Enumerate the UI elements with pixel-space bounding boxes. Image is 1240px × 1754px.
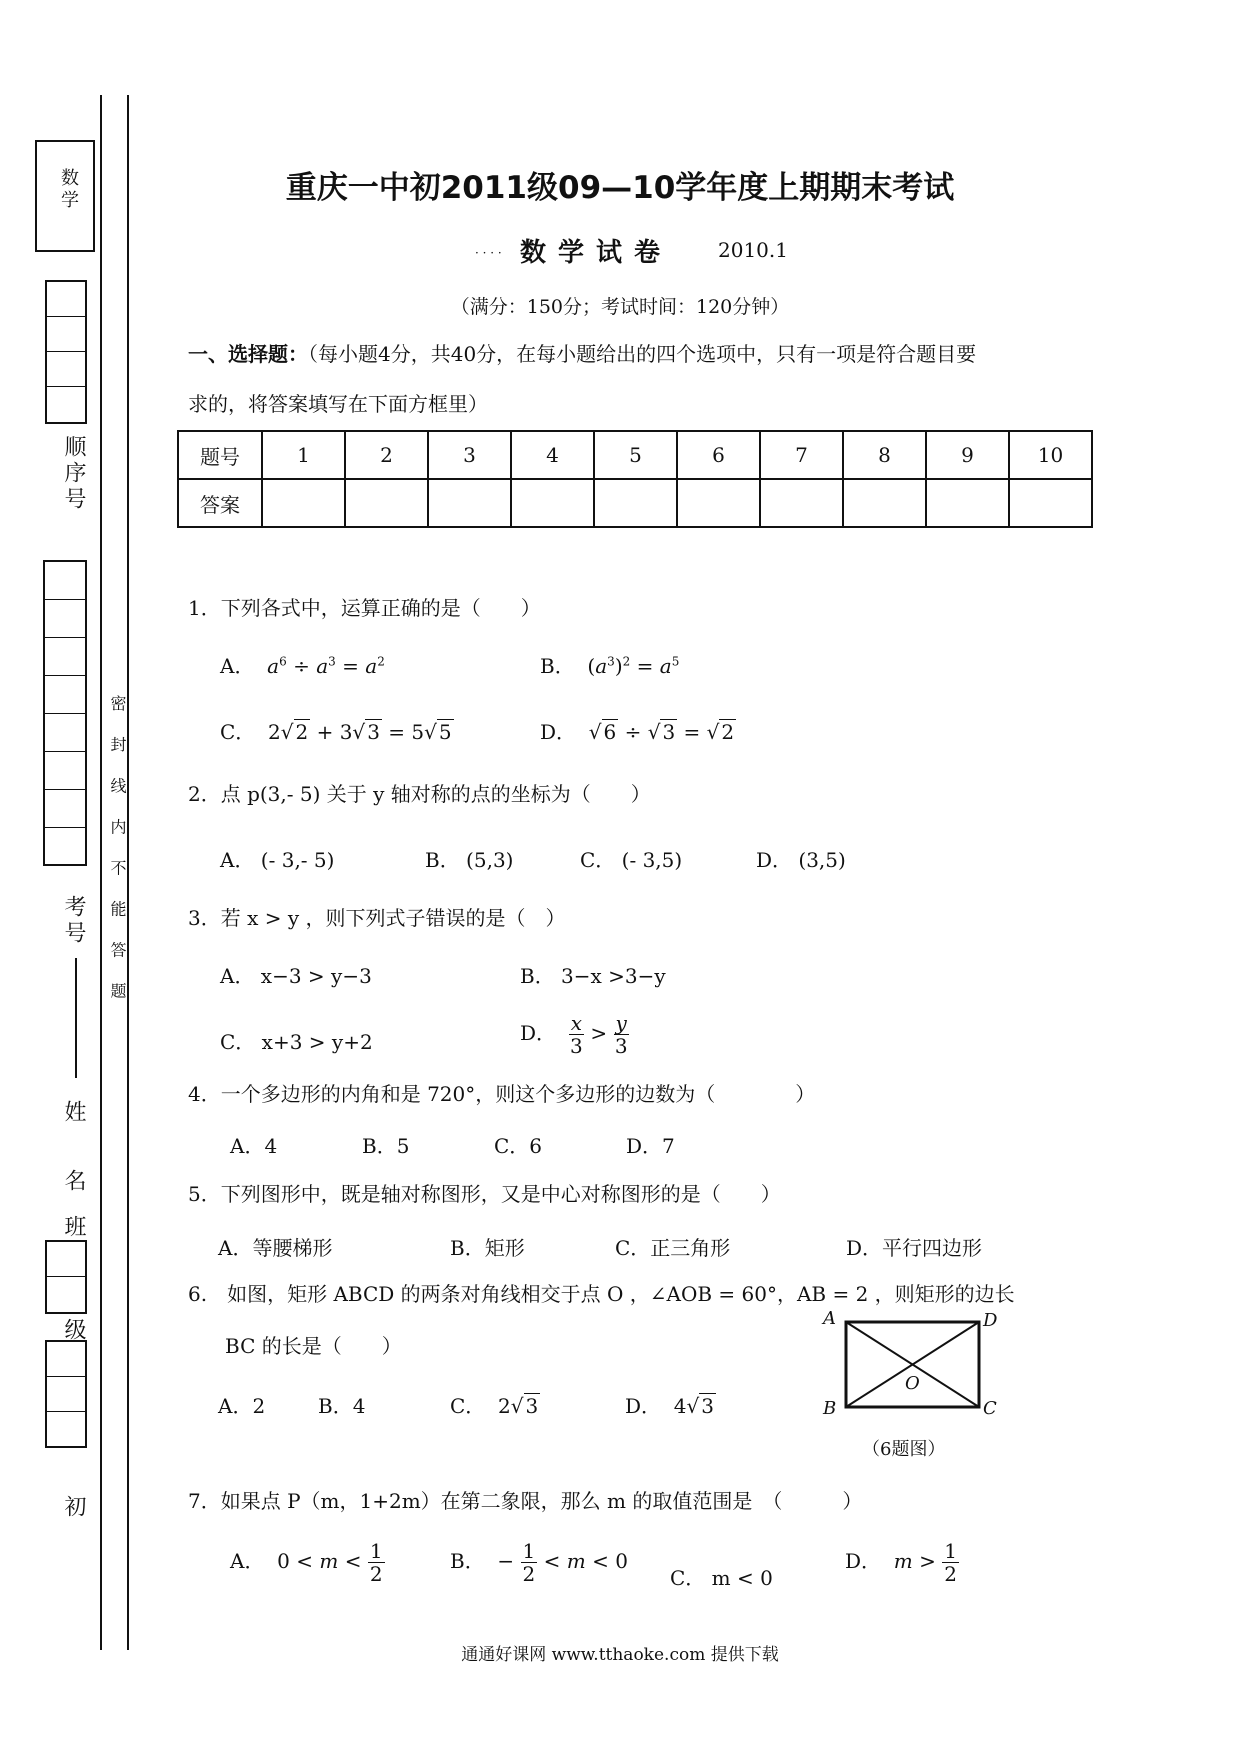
answer-cell[interactable] [1009, 479, 1092, 527]
answer-cell[interactable] [594, 479, 677, 527]
q7-option-b: B． − $\frac{1}{2}$ < m < 0 [450, 1539, 628, 1586]
q5-stem: 5．下列图形中，既是轴对称图形，又是中心对称图形的是（ ） [188, 1182, 781, 1206]
table-cell: 4 [511, 431, 594, 479]
table-header-cell: 答案 [178, 479, 262, 527]
section1-desc2: 求的，将答案填写在下面方框里） [188, 392, 488, 416]
q1-stem: 1．下列各式中，运算正确的是（ ） [188, 596, 541, 620]
figure-label-c: C [983, 1398, 997, 1419]
footer-credit: 通通好课网 www.tthaoke.com 提供下载 [461, 1645, 779, 1665]
q1-option-d: D． √ 6 ÷ √ 3 = √ 2 [540, 720, 735, 744]
answer-cell[interactable] [760, 479, 843, 527]
q5-option-d: D．平行四边形 [846, 1236, 983, 1260]
answer-cell[interactable] [511, 479, 594, 527]
table-cell: 6 [677, 431, 760, 479]
table-cell: 5 [594, 431, 677, 479]
page-title: 重庆一中初2011级09—10学年度上期期末考试 [285, 170, 955, 206]
name-underline[interactable] [75, 958, 77, 1078]
q2-option-d: D． (3,5) [756, 848, 846, 872]
q2-stem: 2．点 p(3,- 5) 关于 y 轴对称的点的坐标为（ ） [188, 782, 651, 806]
paper-date: 2010.1 [718, 238, 788, 262]
answer-cell[interactable] [262, 479, 345, 527]
q4-option-d: D．7 [626, 1134, 675, 1158]
figure-label-o: O [905, 1373, 920, 1394]
answer-cell[interactable] [843, 479, 926, 527]
q6-stem-line1: 6. 如图，矩形 ABCD 的两条对角线相交于点 O ，∠AOB = 60°，AB = 2 ，则矩形的边长 [188, 1282, 1015, 1306]
seal-line-text: 密 封 线 内 不 能 答 题 [108, 695, 127, 1009]
figure-label-d: D [983, 1310, 998, 1331]
grade-label: 级 [61, 1318, 86, 1344]
q3-option-b: B． 3−x >3−y [520, 964, 666, 988]
q1-option-a: A． $a^6 \div a^3 = a^2$ [220, 654, 385, 678]
grade-cells[interactable] [45, 1340, 87, 1448]
q2-option-b: B． (5,3) [425, 848, 514, 872]
exam-info: （满分：150分；考试时间：120分钟） [450, 296, 790, 318]
figure-label-a: A [823, 1308, 836, 1329]
q5-option-c: C．正三角形 [615, 1236, 731, 1260]
q3-option-c: C． x+3 > y+2 [220, 1030, 373, 1054]
q7-option-a: A． 0 < m < $\frac{1}{2}$ [230, 1539, 383, 1586]
q3-stem: 3．若 x > y ，则下列式子错误的是（ ） [188, 906, 566, 930]
figure-label-b: B [823, 1398, 837, 1419]
table-cell: 1 [262, 431, 345, 479]
q6-stem-line2: BC 的长是（ ） [225, 1334, 402, 1358]
table-cell: 8 [843, 431, 926, 479]
table-cell: 3 [428, 431, 511, 479]
q4-option-c: C．6 [494, 1134, 543, 1158]
q2-option-a: A． (- 3,- 5) [220, 848, 335, 872]
table-row [178, 479, 1092, 527]
q2-option-c: C． (- 3,5) [580, 848, 683, 872]
q6-option-d: D． 4√ 3 [625, 1394, 714, 1418]
q6-option-a: A．2 [218, 1394, 266, 1418]
q4-option-b: B．5 [362, 1134, 410, 1158]
q6-option-b: B．4 [318, 1394, 366, 1418]
table-row [178, 431, 1092, 479]
q1-option-c: C． 2√ 2 + 3√ 3 = 5√ 5 [220, 720, 452, 744]
margin-line-outer [100, 95, 102, 1650]
q7-stem: 7．如果点 P（m，1+2m）在第二象限，那么 m 的取值范围是 （ ） [188, 1489, 863, 1513]
q5-option-b: B．矩形 [450, 1236, 525, 1260]
class-label: 班 [61, 1215, 86, 1241]
answer-cell[interactable] [345, 479, 428, 527]
q6-option-c: C． 2√ 3 [450, 1394, 539, 1418]
answer-cell[interactable] [677, 479, 760, 527]
table-cell: 2 [345, 431, 428, 479]
class-cells[interactable] [45, 1240, 87, 1314]
q5-option-a: A．等腰梯形 [218, 1236, 333, 1260]
q3-option-d: D． $\frac{x}{3}$ > $\frac{y}{3}$ [520, 1011, 628, 1058]
q7-option-d: D． m > $\frac{1}{2}$ [845, 1539, 957, 1586]
table-cell: 10 [1009, 431, 1092, 479]
section1-desc1: （每小题4分，共40分，在每小题给出的四个选项中，只有一项是符合题目要 [308, 342, 977, 366]
section1-text [188, 340, 1068, 368]
table-cell: 7 [760, 431, 843, 479]
name-label: 姓 名 [61, 1100, 86, 1211]
junior-label: 初 [61, 1495, 86, 1521]
table-header-cell: 题号 [178, 431, 262, 479]
exam-no-label: 考号 [61, 895, 86, 947]
table-cell: 9 [926, 431, 1009, 479]
section1-heading: 一、选择题： [188, 342, 308, 366]
paper-subtitle: 数学试卷 [520, 238, 673, 268]
order-no-label: 顺序号 [61, 435, 86, 513]
q4-option-a: A．4 [230, 1134, 278, 1158]
figure-caption: （6题图） [862, 1439, 946, 1460]
subject-label: 数学 [58, 168, 79, 212]
subtitle-dots: · · · · [475, 246, 502, 260]
exam-no-cells[interactable] [43, 560, 87, 866]
q7-option-c: C． m < 0 [670, 1566, 773, 1590]
q4-stem: 4．一个多边形的内角和是 720°，则这个多边形的边数为（ ） [188, 1082, 816, 1106]
q1-option-b: B． $(a^3)^2 = a^5$ [540, 654, 680, 678]
answer-table [177, 430, 1093, 528]
q3-option-a: A． x−3 > y−3 [220, 964, 372, 988]
answer-cell[interactable] [926, 479, 1009, 527]
answer-cell[interactable] [428, 479, 511, 527]
